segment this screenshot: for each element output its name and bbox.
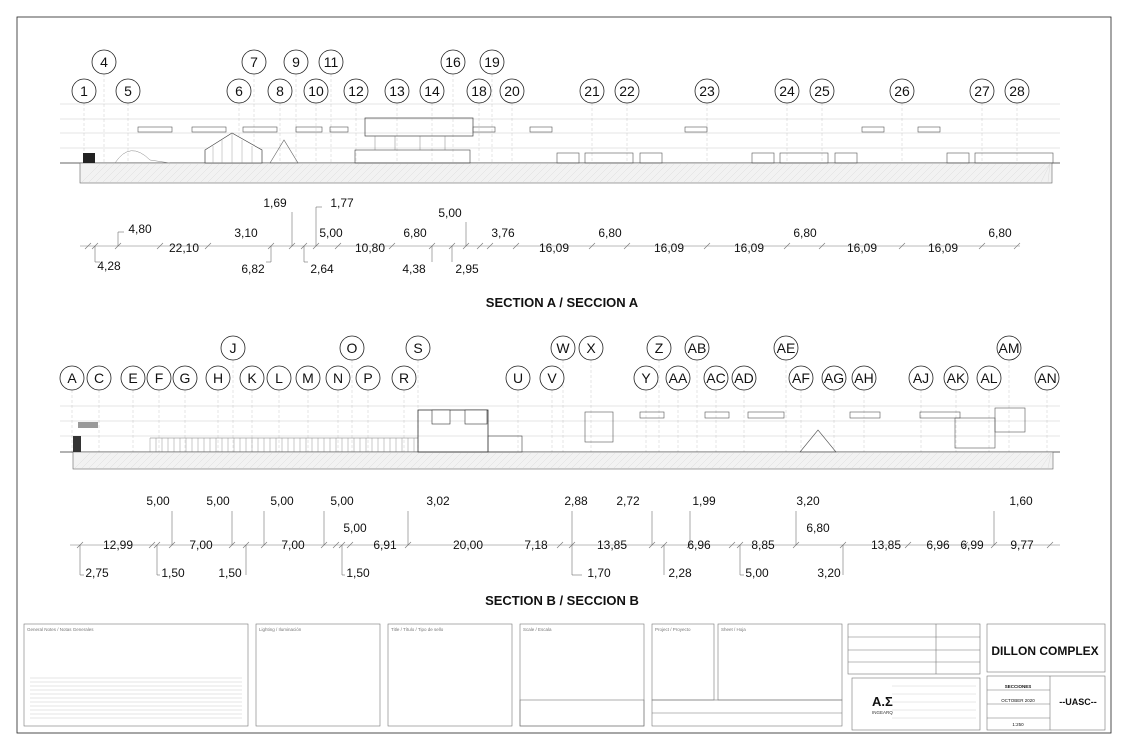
dim-b-bot-2: 1,50 [161,566,185,580]
svg-text:S: S [413,340,423,356]
firm-logo: A.Σ [872,694,893,709]
svg-text:K: K [247,370,257,386]
svg-text:AK: AK [946,370,966,386]
grid-b-bubble-y [634,366,658,454]
dim-b-top-4: 5,00 [330,494,354,508]
dim-b-main-2: 7,00 [189,538,213,552]
grid-b-bubble-al [977,366,1001,454]
dim-b-bot-6: 2,28 [668,566,692,580]
svg-text:AF: AF [792,370,810,386]
stamp-box [388,624,512,726]
svg-text:P: P [363,370,373,386]
dim-a-mid-4: 6,80 [403,226,427,240]
svg-text:7: 7 [250,54,258,70]
grid-b-bubble-v [540,366,564,454]
sheet-scale: 1:250 [1012,722,1024,727]
grid-a-bubble-24 [775,79,799,165]
grid-b-bubble-o [340,336,364,454]
grid-a-bubble-25 [810,79,834,165]
svg-text:24: 24 [779,83,795,99]
grid-b-bubble-u [506,366,530,454]
grid-a-bubble-9 [284,50,308,165]
svg-text:10: 10 [308,83,324,99]
svg-text:R: R [398,370,410,386]
grid-b-bubble-ak [944,366,968,454]
svg-text:28: 28 [1009,83,1025,99]
dim-a-top-2: 1,77 [330,196,354,210]
svg-text:AH: AH [854,370,874,386]
dim-a-bot-3: 2,64 [310,262,334,276]
grid-a-bubble-12 [344,79,368,165]
dim-a-mid-1: 4,80 [128,222,152,236]
grid-b-bubble-j [221,336,245,454]
dim-a-top-3: 5,00 [438,206,462,220]
grid-b-bubble-h [206,366,230,454]
grid-a-bubble-18 [467,79,491,165]
lighting-heading: Lighting / Iluminación [259,627,302,632]
svg-text:21: 21 [584,83,600,99]
svg-text:19: 19 [484,54,500,70]
section-b-title: SECTION B / SECCION B [485,593,639,608]
dim-b-bot-1: 2,75 [85,566,109,580]
svg-text:G: G [179,370,191,386]
svg-text:AL: AL [980,370,998,386]
grid-a-bubble-4 [92,50,116,165]
dim-b-main-6: 7,18 [524,538,548,552]
dim-b-top-7: 2,72 [616,494,640,508]
dim-b-bot-8: 3,20 [817,566,841,580]
svg-text:AN: AN [1037,370,1057,386]
svg-text:A: A [67,370,77,386]
grid-a-bubble-13 [385,79,409,165]
grid-b-bubble-f [147,366,171,454]
grid-b-bubble-ac [704,366,728,454]
scale-heading: Scale / Escala [523,627,552,632]
dim-a-top-1: 1,69 [263,196,287,210]
dim-b-main-4: 6,91 [373,538,397,552]
dim-b-top-10: 1,60 [1009,494,1033,508]
dim-a-mid-2: 3,10 [234,226,258,240]
grid-a-bubble-11 [319,50,343,165]
dim-b-main-9: 8,85 [751,538,775,552]
dim-b-main-8: 6,96 [687,538,711,552]
grid-b-bubble-ab [685,336,709,454]
svg-text:27: 27 [974,83,990,99]
grid-b-bubble-g [173,366,197,454]
dim-a-bot-4: 4,38 [402,262,426,276]
dim-b-top-3: 5,00 [270,494,294,508]
svg-text:E: E [128,370,138,386]
scale-box [520,624,644,726]
grid-b-bubble-ad [732,366,756,454]
dim-a-main-1: 22,10 [168,241,200,255]
dim-a-bot-1: 4,28 [97,259,121,273]
dim-b-top-6: 2,88 [564,494,588,508]
svg-text:W: W [556,340,570,356]
dim-b-top-1: 5,00 [146,494,170,508]
sheet-name: SECCIONES [1004,684,1032,689]
svg-text:AD: AD [734,370,754,386]
dim-b-bot-3: 1,50 [218,566,242,580]
svg-text:AM: AM [998,340,1020,356]
grid-b-bubble-p [356,366,380,454]
svg-text:6: 6 [235,83,243,99]
grid-b-bubble-ah [852,366,876,454]
svg-text:25: 25 [814,83,830,99]
grid-b-bubble-e [121,366,145,454]
dim-a-mid-7: 6,80 [793,226,817,240]
grid-a-bubble-16 [441,50,465,165]
dim-b-main-10: 13,85 [870,538,902,552]
svg-text:14: 14 [424,83,440,99]
grid-b-bubble-aj [909,366,933,454]
dim-b-mid-2: 6,80 [806,521,830,535]
dim-b-top-2: 5,00 [206,494,230,508]
dim-b-main-5: 20,00 [452,538,484,552]
section-b-drawing [60,336,1060,469]
grid-b-bubble-c [87,366,111,454]
svg-text:11: 11 [323,54,339,70]
dim-b-top-5: 3,02 [426,494,450,508]
svg-text:H: H [212,370,224,386]
grid-a-bubble-23 [695,79,719,165]
svg-text:AC: AC [706,370,726,386]
dim-b-main-1: 12,99 [102,538,134,552]
svg-text:23: 23 [699,83,715,99]
svg-text:AA: AA [668,370,688,386]
svg-text:AJ: AJ [912,370,930,386]
grid-a-bubble-22 [615,79,639,165]
grid-b-bubble-r [392,366,416,454]
svg-text:13: 13 [389,83,405,99]
svg-text:AG: AG [823,370,845,386]
dim-a-main-2: 10,80 [354,241,386,255]
dim-b-main-3: 7,00 [281,538,305,552]
svg-text:22: 22 [619,83,635,99]
svg-text:AB: AB [687,340,707,356]
dim-a-mid-8: 6,80 [988,226,1012,240]
svg-text:C: C [93,370,105,386]
dim-a-main-3: 16,09 [538,241,570,255]
svg-text:V: V [547,370,557,386]
svg-text:9: 9 [292,54,300,70]
grid-b-bubble-x [579,336,603,454]
notes-heading: General Notes / Notas Generales [27,627,94,632]
svg-text:18: 18 [471,83,487,99]
svg-text:M: M [302,370,314,386]
grid-a-bubble-14 [420,79,444,165]
section-a-title: SECTION A / SECCION A [485,295,639,310]
general-notes-box [24,624,248,726]
firm-sub: INGEARQ [872,710,893,715]
dim-a-mid-6: 6,80 [598,226,622,240]
grid-a-bubble-19 [480,50,504,165]
grid-b-bubble-aa [666,366,690,454]
project-name: DILLON COMPLEX [991,644,1099,658]
svg-text:1: 1 [80,83,88,99]
svg-text:O: O [346,340,358,356]
svg-text:20: 20 [504,83,520,99]
dim-b-bot-5: 1,70 [587,566,611,580]
grid-a-bubble-21 [580,79,604,165]
svg-text:4: 4 [100,54,108,70]
project-box [652,624,714,700]
svg-text:J: J [229,340,237,356]
dim-a-main-7: 16,09 [927,241,959,255]
grid-a-bubble-27 [970,79,994,165]
grid-b-bubble-n [326,366,350,454]
grid-a-bubble-5 [116,79,140,165]
grid-a-bubble-8 [268,79,292,165]
svg-text:16: 16 [445,54,461,70]
grid-b-bubble-am [997,336,1021,454]
sheet-heading: Sheet / Hoja [721,627,746,632]
stamp-heading: Title / Título / Tipo de sello [391,627,444,632]
grid-a-bubble-10 [304,79,328,165]
svg-text:AE: AE [776,340,796,356]
svg-text:N: N [332,370,344,386]
dim-b-bot-4: 1,50 [346,566,370,580]
grid-b-bubble-an [1035,366,1059,454]
grid-a-bubble-1 [72,79,96,165]
sheet-code: --UASC-- [1059,697,1097,707]
dim-b-top-8: 1,99 [692,494,716,508]
dim-b-bot-7: 5,00 [745,566,769,580]
dim-b-main-11: 6,96 [926,538,950,552]
dim-a-main-5: 16,09 [733,241,765,255]
svg-text:Y: Y [641,370,651,386]
svg-text:8: 8 [276,83,284,99]
lighting-box [256,624,380,726]
dim-a-main-6: 16,09 [846,241,878,255]
dim-a-main-4: 16,09 [653,241,685,255]
project-heading: Project / Proyecto [655,627,691,632]
dim-a-mid-5: 3,76 [491,226,515,240]
svg-text:5: 5 [124,83,132,99]
section-a-dimensions [80,196,1020,276]
grid-b-bubble-m [296,366,320,454]
dim-b-mid-1: 5,00 [343,521,367,535]
svg-text:Z: Z [654,340,664,356]
svg-text:12: 12 [348,83,364,99]
grid-b-bubble-ag [822,366,846,454]
grid-a-bubble-28 [1005,79,1029,165]
sheet-date: OCTOBER 2020 [1001,698,1035,703]
dim-b-main-12: 6,99 [960,538,984,552]
svg-text:26: 26 [894,83,910,99]
grid-b-bubble-ae [774,336,798,454]
dim-b-main-13: 9,77 [1010,538,1034,552]
svg-text:L: L [275,370,283,386]
section-a-drawing [60,50,1060,183]
svg-text:X: X [586,340,596,356]
grid-a-bubble-20 [500,79,524,165]
grid-b-bubble-z [647,336,671,454]
dim-a-bot-2: 6,82 [241,262,265,276]
section-b-dimensions [70,494,1060,580]
grid-a-bubble-26 [890,79,914,165]
grid-b-bubble-w [551,336,575,454]
dim-b-main-7: 13,85 [596,538,628,552]
grid-b-bubble-l [267,366,291,454]
svg-text:F: F [154,370,164,386]
dim-a-bot-5: 2,95 [455,262,479,276]
dim-b-top-9: 3,20 [796,494,820,508]
dim-a-mid-3: 5,00 [319,226,343,240]
svg-text:U: U [512,370,524,386]
